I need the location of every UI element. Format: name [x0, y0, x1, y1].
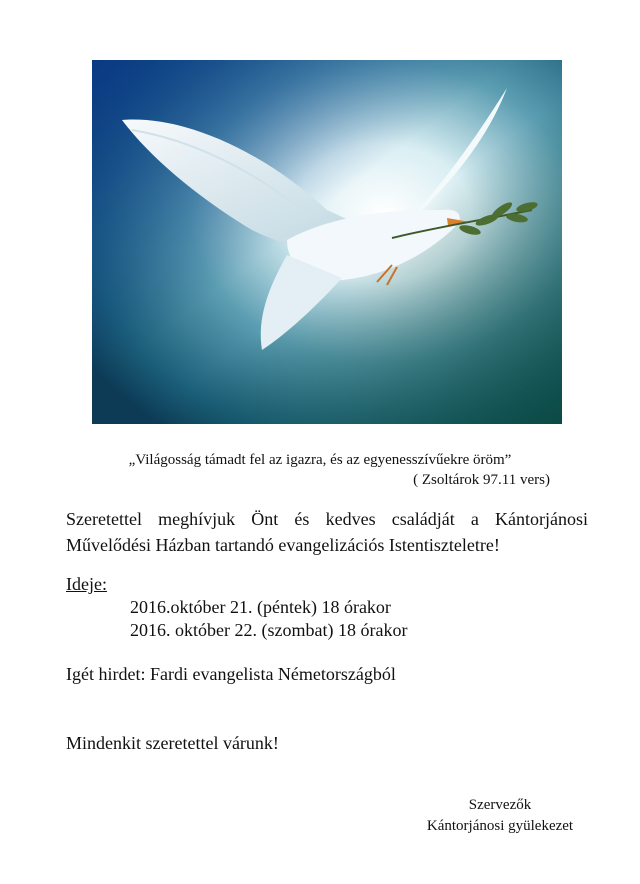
signature-title: Szervezők — [468, 797, 532, 813]
invitation-line-2: Művelődési Házban tartandó evangelizációs Istentiszteletre! — [66, 535, 500, 555]
dove-image — [92, 60, 562, 424]
bible-reference: ( Zsoltárok 97.11 vers) — [413, 472, 550, 488]
invitation-text — [66, 506, 588, 558]
invitation-line-1: Szeretettel meghívjuk Önt és kedves családját a Kántorjánosi — [66, 509, 588, 529]
closing-line: Mindenkit szeretettel várunk! — [66, 733, 279, 753]
schedule-date-1: 2016.október 21. (péntek) 18 órakor — [130, 597, 391, 617]
bible-quote: „Világosság támadt fel az igazra, és az egyenesszívűekre öröm” — [128, 452, 512, 468]
schedule-label: Ideje: — [66, 574, 107, 594]
schedule-date-2: 2016. október 22. (szombat) 18 órakor — [130, 620, 408, 640]
preacher-line: Igét hirdet: Fardi evangelista Németországból — [66, 664, 396, 684]
signature-org: Kántorjánosi gyülekezet — [426, 818, 574, 834]
